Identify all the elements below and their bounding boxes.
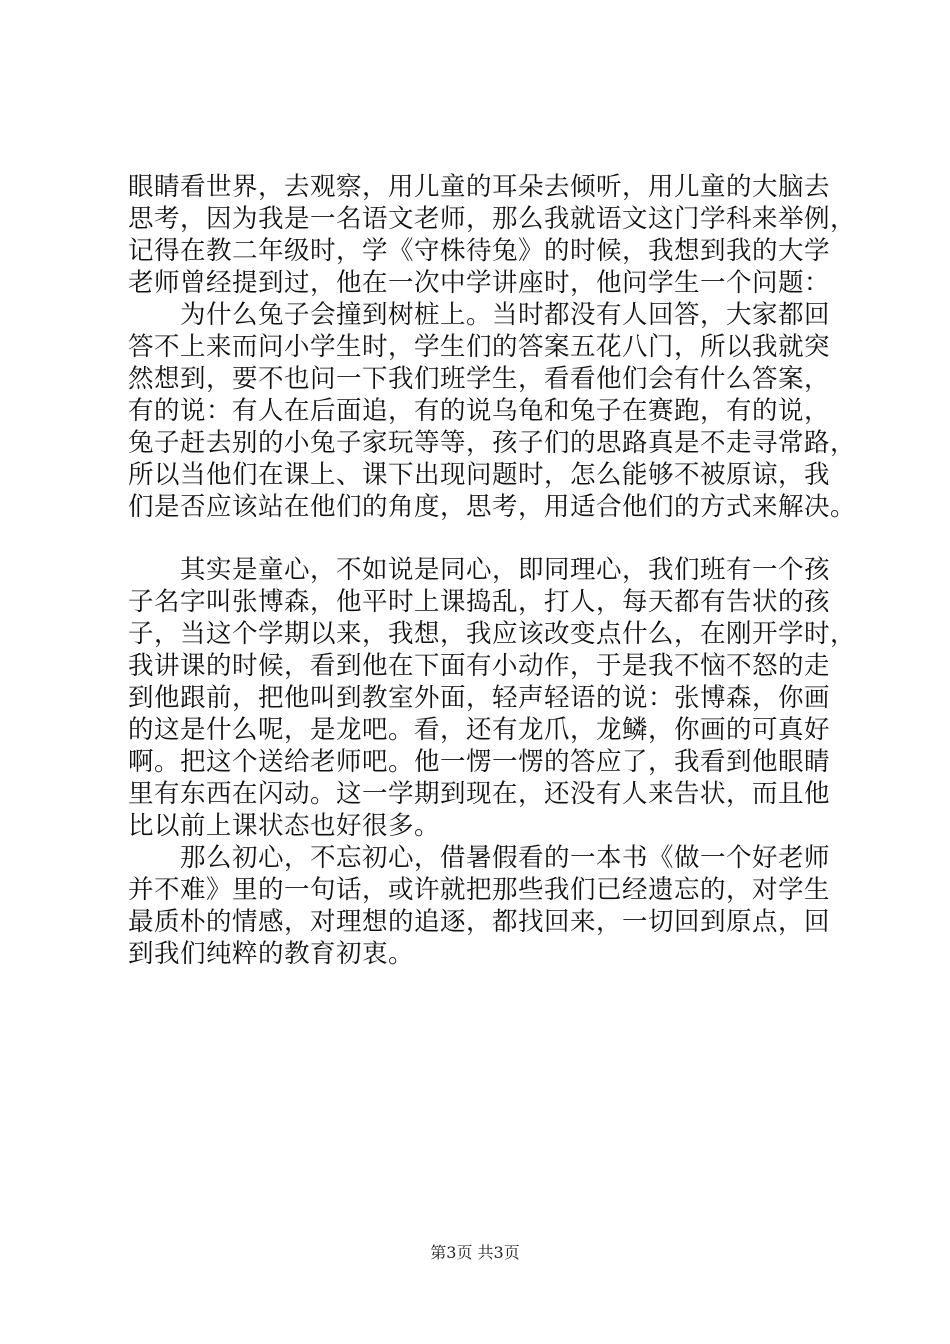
paragraph-spacer [128,523,828,554]
text-line: 们是否应该站在他们的角度，思考，用适合他们的方式来解决。 [128,492,857,522]
paragraph-1 [128,171,857,299]
text-line: 然想到，要不也问一下我们班学生，看看他们会有什么答案， [128,364,831,394]
text-line: 最质朴的情感，对理想的追逐，都找回来，一切回到原点，回 [128,907,831,937]
text-line: 我讲课的时候，看到他在下面有小动作，于是我不恼不怒的走 [128,651,831,681]
text-line: 为什么兔子会撞到树桩上。当时都没有人回答，大家都回 [180,300,831,330]
text-line: 老师曾经提到过，他在一次中学讲座时，他问学生一个问题： [128,268,831,298]
text-line: 有的说：有人在后面追，有的说乌龟和兔子在赛跑，有的说， [128,396,831,426]
text-line: 所以当他们在课上、课下出现问题时，怎么能够不被原谅，我 [128,460,831,490]
page-number-footer: 第3页 共3页 [430,1243,520,1262]
paragraph-2 [128,299,857,523]
text-line: 答不上来而问小学生时，学生们的答案五花八门，所以我就突 [128,332,831,362]
text-line: 啊。把这个送给老师吧。他一愣一愣的答应了，我看到他眼睛 [128,747,831,777]
text-line: 眼睛看世界，去观察，用儿童的耳朵去倾听，用儿童的大脑去 [128,172,831,202]
text-line: 子名字叫张博森，他平时上课捣乱，打人，每天都有告状的孩 [128,587,831,617]
text-line: 的这是什么呢，是龙吧。看，还有龙爪，龙鳞，你画的可真好 [128,715,831,745]
text-line: 里有东西在闪动。这一学期到现在，还没有人来告状，而且他 [128,779,831,809]
paragraph-4 [128,842,831,970]
text-line: 比以前上课状态也好很多。 [128,811,441,841]
text-line: 记得在教二年级时，学《守株待兔》的时候，我想到我的大学 [128,236,831,266]
text-line: 到我们纯粹的教育初衷。 [128,939,415,969]
text-line: 子，当这个学期以来，我想，我应该改变点什么，在刚开学时， [128,619,857,649]
text-line: 到他跟前，把他叫到教室外面，轻声轻语的说：张博森，你画 [128,683,831,713]
text-line: 那么初心，不忘初心，借暑假看的一本书《做一个好老师 [180,843,831,873]
document-body [128,171,857,970]
text-line: 其实是童心，不如说是同心，即同理心，我们班有一个孩 [180,555,831,585]
text-line: 思考，因为我是一名语文老师，那么我就语文这门学科来举例， [128,204,857,234]
text-line: 并不难》里的一句话，或许就把那些我们已经遗忘的，对学生 [128,875,831,905]
paragraph-3 [128,554,857,842]
text-line: 兔子赶去别的小兔子家玩等等，孩子们的思路真是不走寻常路， [128,428,857,458]
